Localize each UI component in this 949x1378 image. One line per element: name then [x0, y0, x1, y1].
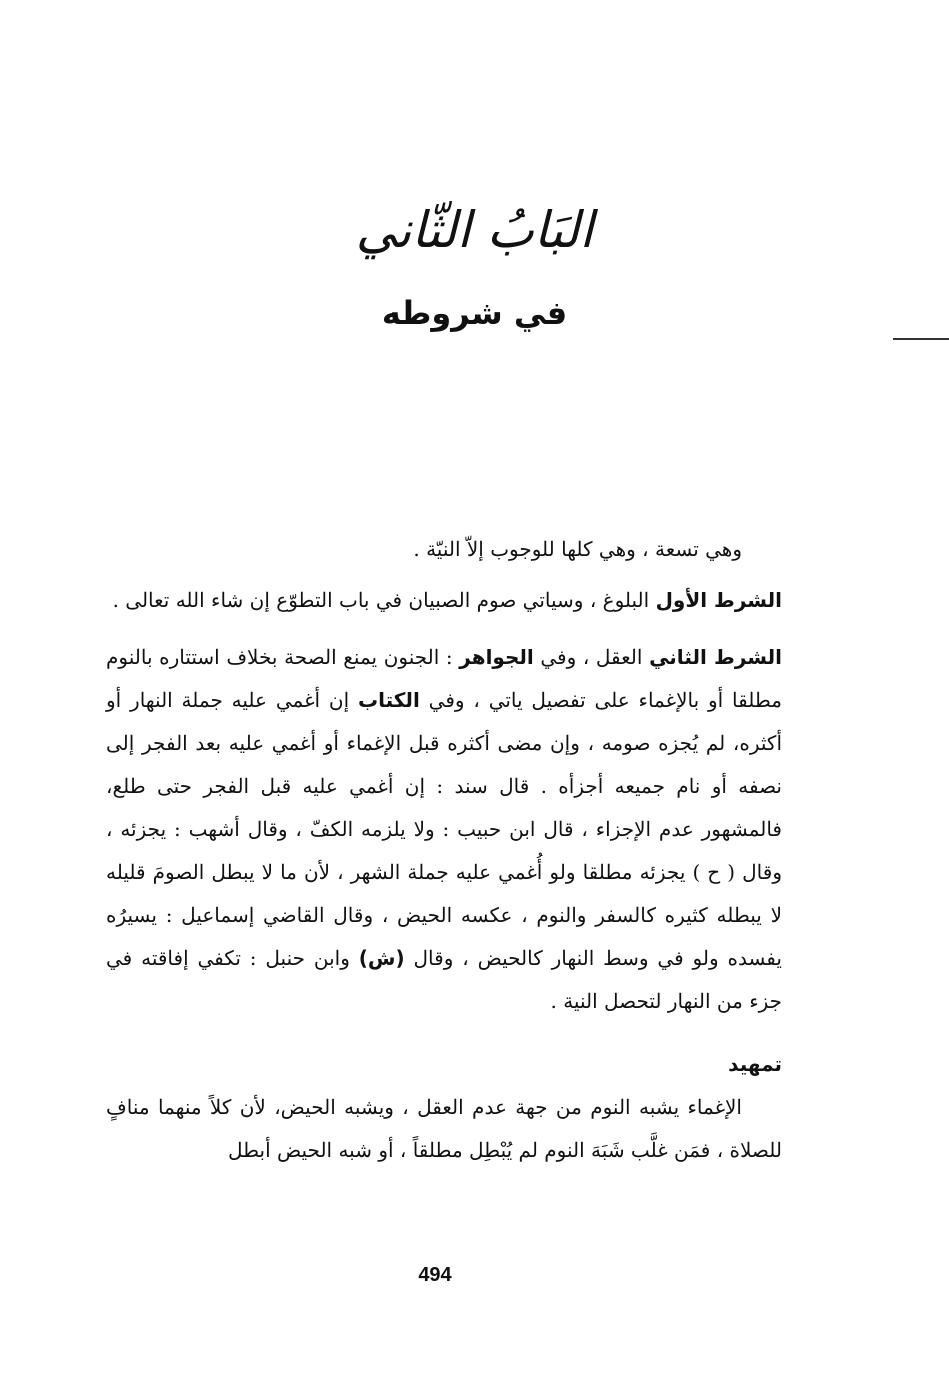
first-condition-text: البلوغ ، وسياتي صوم الصبيان في باب التطوّع إن شاء الله تعالى . — [112, 588, 656, 612]
reference-jawahir: الجواهر — [459, 645, 534, 669]
chapter-subtitle: في شروطه — [381, 294, 568, 332]
chapter-title: البَابُ الثّاني — [355, 201, 594, 259]
second-condition-term: الشرط الثاني — [649, 645, 782, 669]
intro-paragraph: وهي تسعة ، وهي كلها للوجوب إلاّ النيّة . — [413, 537, 742, 561]
first-condition-paragraph — [106, 579, 782, 622]
second-condition-text-d: وابن حنبل : تكفي إفاقته في جزء من النهار لتحصل النية . — [106, 946, 782, 1013]
reference-shin: (ش) — [358, 946, 405, 970]
page-number: 494 — [418, 1264, 452, 1286]
first-condition-term: الشرط الأول — [655, 588, 782, 612]
margin-mark — [893, 338, 949, 340]
section-heading: تمهيد — [728, 1052, 782, 1076]
second-condition-text-a: العقل ، وفي — [533, 645, 650, 669]
second-condition-text-b: : الجنون يمنع الصحة بخلاف استتاره بالنوم مطلقا أو بالإغماء على تفصيل ياتي ، وفي — [106, 645, 782, 712]
body-text — [106, 528, 782, 1172]
second-condition-text-c: إن أغمي عليه جملة النهار أو أكثره، لم يُجزه صومه ، وإن مضى أكثره قبل الإغماء أو أغمي عليه بعد الفجر إلى نصفه أو نام جميعه أجزأه . قال سند : إن أغمي عليه قبل الفجر حتى طلع، فالمشهور عدم الإجزاء ، قال ابن حبيب : ولا يلزمه الكفّ ، وقال أشهب : يجزئه ، وقال ( ح ) يجزئه مطلقا ولو أُغمي عليه جملة الشهر ، لأن ما لا يبطل الصومَ قليله لا يبطله كثيره كالسفر والنوم ، عكسه الحيض ، وقال القاضي إسماعيل : يسيرُه يفسده ولو في وسط النهار كالحيض ، وقال — [106, 688, 782, 970]
section-paragraph: الإغماء يشبه النوم من جهة عدم العقل ، ويشبه الحيض، لأن كلاً منهما منافٍ للصلاة ، فمَن غلَّب شَبَهَ النوم لم يُبْطِل مطلقاً ، أو شبه الحيض أبطل — [106, 1095, 782, 1162]
second-condition-paragraph — [106, 636, 782, 1023]
reference-kitab: الكتاب — [358, 688, 420, 712]
